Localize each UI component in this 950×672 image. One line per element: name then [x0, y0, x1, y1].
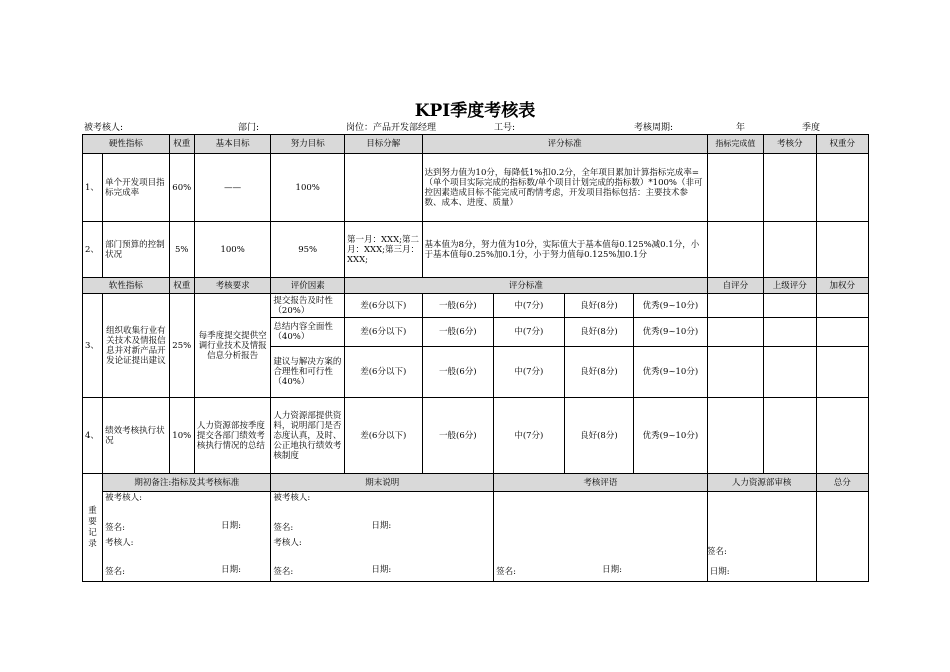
final-examiner-sign-label: 签名:	[273, 566, 294, 577]
soft-header-row	[83, 278, 869, 294]
soft-header-factor: 评价因素	[271, 278, 345, 294]
examiner-date-label: 日期:	[221, 564, 242, 575]
initial-sign-row	[103, 519, 271, 537]
year-label: 年	[736, 123, 746, 133]
superior-score-cell[interactable]	[764, 398, 816, 474]
self-score-cell[interactable]	[707, 398, 763, 474]
self-score-cell[interactable]	[707, 294, 763, 318]
row-number: 2、	[83, 222, 103, 278]
grade-medium: 中(7分)	[494, 294, 565, 318]
weighted-score-cell[interactable]	[816, 398, 869, 474]
total-score-field[interactable]	[816, 492, 869, 582]
table-row	[83, 222, 869, 278]
table-row	[83, 154, 869, 222]
effort-target: 95%	[271, 222, 345, 278]
indicator-weight: 10%	[169, 398, 194, 474]
target-breakdown	[344, 154, 422, 222]
period-label: 考核周期:	[634, 123, 674, 133]
grade-fair: 一般(6分)	[422, 347, 494, 398]
target-breakdown: 第一月：XXX;第二月：XXX;第三月：XXX;	[344, 222, 422, 278]
weighted-score-cell[interactable]	[816, 347, 869, 398]
scoring-standard: 达到努力值为10分，每降低1%扣0.2分，全年项目累加计算指标完成率=（单个项目实际完成的指标数/单个项目计划完成的指标数）*100%（非可控因素造成目标不能完成可酌情考虑，开发项目指标包括：主要技术参数、成本、进度、质量）	[422, 154, 707, 222]
record-header-total: 总分	[816, 474, 869, 492]
hard-header-weight: 权重	[169, 135, 194, 154]
scoring-standard: 基本值为8分，努力值为10分，实际值大于基本值每0.125%减0.1分，小于基本值每0.25%加0.1分，小于努力值每0.125%加0.1分	[422, 222, 707, 278]
record-header-initial: 期初备注:指标及其考核标准	[103, 474, 271, 492]
comment-field[interactable]	[494, 492, 708, 563]
grade-medium: 中(7分)	[494, 398, 565, 474]
hard-header-name: 硬性指标	[83, 135, 170, 154]
record-header-comment: 考核评语	[494, 474, 708, 492]
hard-header-row	[83, 135, 869, 154]
grade-poor: 差(6分以下)	[344, 398, 422, 474]
weighted-score-cell[interactable]	[816, 154, 869, 222]
grade-good: 良好(8分)	[564, 294, 634, 318]
indicator-weight: 60%	[169, 154, 194, 222]
record-header-hr: 人力资源部审核	[707, 474, 816, 492]
soft-header-name: 软性指标	[83, 278, 170, 294]
final-examiner-field[interactable]: 考核人:	[271, 537, 494, 563]
hard-header-basic: 基本目标	[194, 135, 271, 154]
weighted-score-cell[interactable]	[816, 222, 869, 278]
evaluation-factor: 提交报告及时性（20%）	[271, 294, 345, 318]
hr-date-label: 日期:	[709, 566, 730, 577]
evaluation-factor: 人力资源部提供资料，说明部门是否态度认真，及时、公正地执行绩效考核制度	[271, 398, 345, 474]
grade-good: 良好(8分)	[564, 318, 634, 347]
initial-examiner-sign-row	[103, 563, 271, 582]
score-cell[interactable]	[764, 154, 816, 222]
comment-date-label: 日期:	[602, 564, 622, 575]
indicator-name: 单个开发项目指标完成率	[103, 154, 170, 222]
hr-date-row	[707, 563, 816, 582]
indicator-weight: 25%	[169, 294, 194, 398]
indicator-weight: 5%	[169, 222, 194, 278]
superior-score-cell[interactable]	[764, 318, 816, 347]
self-score-cell[interactable]	[707, 347, 763, 398]
table-row	[83, 294, 869, 318]
quarter-label: 季度	[802, 123, 821, 133]
basic-target: ——	[194, 154, 271, 222]
hard-header-score: 考核分	[764, 135, 816, 154]
final-sign-row	[271, 519, 494, 537]
comment-sign-row	[494, 563, 708, 582]
superior-score-cell[interactable]	[764, 294, 816, 318]
final-sign-label: 签名:	[273, 522, 294, 533]
indicator-name: 绩效考核执行状况	[103, 398, 170, 474]
hard-header-weighted: 权重分	[816, 135, 869, 154]
hard-header-completion: 指标完成值	[707, 135, 763, 154]
grade-excellent: 优秀(9~10分)	[634, 294, 708, 318]
row-number: 4、	[83, 398, 103, 474]
hard-header-breakdown: 目标分解	[344, 135, 422, 154]
row-number: 1、	[83, 154, 103, 222]
final-examiner-sign-row	[271, 563, 494, 582]
score-cell[interactable]	[764, 222, 816, 278]
grade-fair: 一般(6分)	[422, 398, 494, 474]
final-examinee-field[interactable]: 被考核人:	[271, 492, 494, 519]
grade-excellent: 优秀(9~10分)	[634, 318, 708, 347]
grade-medium: 中(7分)	[494, 318, 565, 347]
soft-header-weighted: 加权分	[816, 278, 869, 294]
soft-header-weight: 权重	[169, 278, 194, 294]
position-label: 岗位：产品开发部经理	[346, 123, 437, 133]
initial-date-label: 日期:	[221, 520, 242, 531]
completion-value-cell[interactable]	[707, 154, 763, 222]
weighted-score-cell[interactable]	[816, 318, 869, 347]
grade-fair: 一般(6分)	[422, 318, 494, 347]
record-header-row	[83, 474, 869, 492]
effort-target: 100%	[271, 154, 345, 222]
completion-value-cell[interactable]	[707, 222, 763, 278]
grade-excellent: 优秀(9~10分)	[634, 347, 708, 398]
weighted-score-cell[interactable]	[816, 294, 869, 318]
table-row	[83, 398, 869, 474]
grade-poor: 差(6分以下)	[344, 294, 422, 318]
assessment-requirement: 每季度提交提供空调行业技术及情报信息分析报告	[194, 294, 271, 398]
superior-score-cell[interactable]	[764, 347, 816, 398]
record-side-label: 重要记录	[83, 474, 103, 582]
grade-fair: 一般(6分)	[422, 294, 494, 318]
grade-excellent: 优秀(9~10分)	[634, 398, 708, 474]
grade-good: 良好(8分)	[564, 347, 634, 398]
hr-sign-label: 签名:	[707, 547, 727, 557]
final-date-label: 日期:	[371, 520, 392, 531]
initial-examinee-field[interactable]: 被考核人:	[103, 492, 271, 519]
soft-header-superior: 上级评分	[764, 278, 816, 294]
initial-examiner-field[interactable]: 考核人:	[103, 537, 271, 563]
examinee-label: 被考核人:	[84, 123, 124, 133]
soft-header-self: 自评分	[707, 278, 763, 294]
self-score-cell[interactable]	[707, 318, 763, 347]
final-examiner-date-label: 日期:	[371, 564, 392, 575]
employee-no-label: 工号:	[494, 123, 516, 133]
soft-header-requirement: 考核要求	[194, 278, 271, 294]
evaluation-factor: 总结内容全面性（40%）	[271, 318, 345, 347]
soft-header-standard: 评分标准	[344, 278, 707, 294]
grade-good: 良好(8分)	[564, 398, 634, 474]
info-bar	[84, 120, 870, 134]
grade-poor: 差(6分以下)	[344, 347, 422, 398]
comment-sign-label: 签名:	[496, 566, 516, 577]
assessment-requirement: 人力资源部按季度提交各部门绩效考核执行情况的总结	[194, 398, 271, 474]
department-label: 部门:	[238, 123, 260, 133]
initial-sign-label: 签名:	[105, 522, 126, 533]
grade-medium: 中(7分)	[494, 347, 565, 398]
row-number: 3、	[83, 294, 103, 398]
record-header-final: 期末说明	[271, 474, 494, 492]
page-title: KPI季度考核表	[414, 101, 536, 121]
basic-target: 100%	[194, 222, 271, 278]
hard-header-effort: 努力目标	[271, 135, 345, 154]
evaluation-factor: 建议与解决方案的合理性和可行性（40%）	[271, 347, 345, 398]
hard-header-standard: 评分标准	[422, 135, 707, 154]
grade-poor: 差(6分以下)	[344, 318, 422, 347]
indicator-name: 部门预算的控制状况	[103, 222, 170, 278]
record-row	[83, 492, 869, 519]
record-row	[83, 563, 869, 582]
kpi-table	[82, 134, 869, 582]
examiner-sign-label: 签名:	[105, 566, 126, 577]
indicator-name: 组织收集行业有关技术及情报信息并对新产品开发论证提出建议	[103, 294, 170, 398]
